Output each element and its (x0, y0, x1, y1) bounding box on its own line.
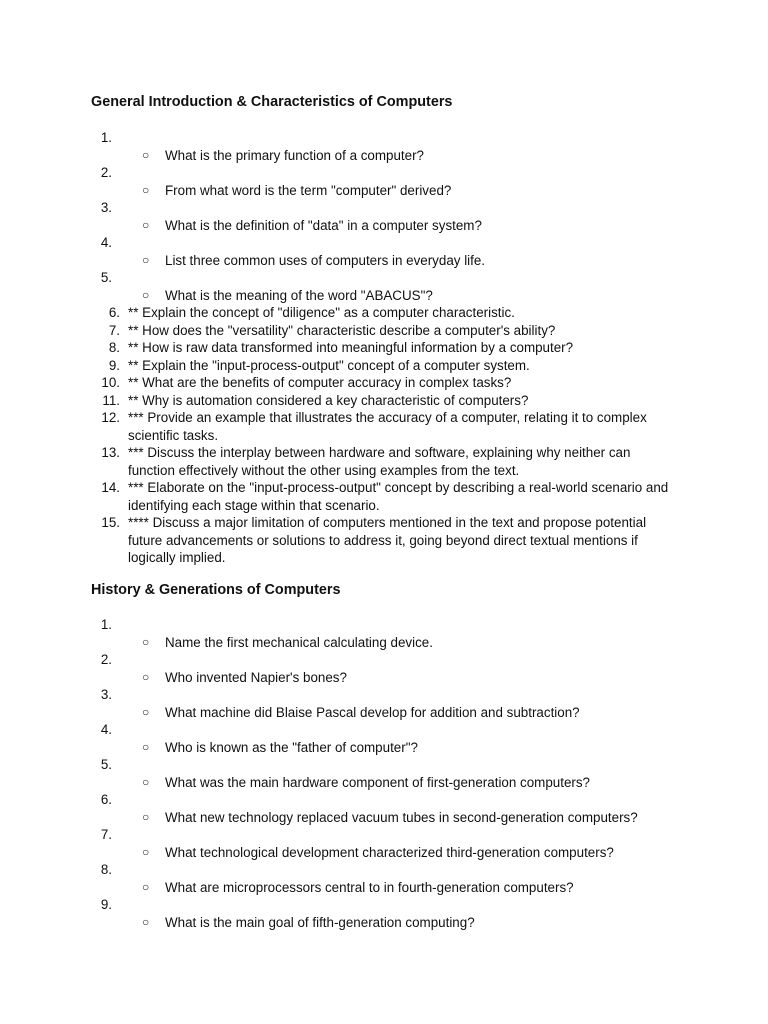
item-number: 5. (100, 270, 112, 285)
circle-bullet-icon: ○ (142, 182, 150, 197)
item-text: *** Elaborate on the "input-process-output" concept by describing a real-world scenario and identifying each stage within that scenario. (128, 480, 669, 513)
item-text: What machine did Blaise Pascal develop for addition and subtraction? (165, 704, 580, 720)
item-number: 7. (100, 827, 112, 842)
list-item (0, 304, 768, 322)
circle-bullet-icon: ○ (142, 844, 150, 859)
list-item (0, 269, 768, 304)
item-text: What new technology replaced vacuum tubes in second-generation computers? (165, 809, 638, 825)
item-number: 2. (100, 652, 112, 667)
list-item (0, 129, 768, 164)
item-text: Who invented Napier's bones? (165, 669, 347, 685)
item-text: *** Provide an example that illustrates the accuracy of a computer, relating it to complex scientific tasks. (128, 410, 647, 443)
item-number: 2. (100, 165, 112, 180)
item-text: ** Explain the concept of "diligence" as a computer characteristic. (128, 305, 515, 320)
item-number: 9. (108, 357, 120, 373)
circle-bullet-icon: ○ (142, 217, 150, 232)
item-text: What technological development characterized third-generation computers? (165, 844, 614, 860)
item-text: ** Explain the "input-process-output" concept of a computer system. (128, 357, 530, 373)
item-number: 7. (108, 322, 120, 338)
item-number: 1. (100, 130, 112, 145)
circle-bullet-icon: ○ (142, 147, 150, 162)
list-item (0, 826, 768, 861)
item-text: What is the meaning of the word "ABACUS"? (165, 287, 433, 303)
list-item (0, 791, 768, 826)
list-item (0, 339, 768, 357)
item-text: Name the first mechanical calculating device. (165, 634, 433, 650)
item-number: 12. (101, 410, 120, 425)
list-item (0, 199, 768, 234)
question-list-intro (0, 129, 768, 567)
item-text: From what word is the term "computer" derived? (165, 182, 452, 198)
item-text: Who is known as the "father of computer"? (165, 739, 418, 755)
item-text: **** Discuss a major limitation of computers mentioned in the text and propose potential future advancements or solutions to address it, going beyond direct textual mentions if logically implied. (128, 515, 647, 565)
circle-bullet-icon: ○ (142, 914, 150, 929)
circle-bullet-icon: ○ (142, 669, 150, 684)
item-text: *** Discuss the interplay between hardware and software, explaining why neither can function effectively without the other using examples from the text. (128, 445, 631, 478)
list-item (0, 479, 768, 514)
item-text: What was the main hardware component of first-generation computers? (165, 774, 590, 790)
item-number: 15. (101, 515, 120, 530)
item-number: 6. (108, 305, 120, 320)
list-item (0, 357, 768, 375)
list-item (0, 686, 768, 721)
list-item (0, 756, 768, 791)
circle-bullet-icon: ○ (142, 634, 150, 649)
circle-bullet-icon: ○ (142, 252, 150, 267)
circle-bullet-icon: ○ (142, 809, 150, 824)
list-item (0, 164, 768, 199)
item-number: 3. (100, 687, 112, 702)
item-text: What is the main goal of fifth-generation computing? (165, 914, 475, 930)
item-text: ** How does the "versatility" characteristic describe a computer's ability? (128, 322, 556, 338)
section-heading: General Introduction & Characteristics of Computers (91, 94, 453, 110)
item-number: 8. (100, 862, 112, 877)
list-item (0, 374, 768, 392)
list-item (0, 514, 768, 567)
item-text: ** How is raw data transformed into meaningful information by a computer? (128, 340, 574, 355)
item-number: 4. (100, 722, 112, 737)
list-item (0, 322, 768, 340)
item-number: 1. (100, 617, 112, 632)
item-text: ** Why is automation considered a key characteristic of computers? (128, 392, 529, 408)
list-item (0, 234, 768, 269)
circle-bullet-icon: ○ (142, 287, 150, 302)
item-number: 14. (101, 480, 120, 495)
circle-bullet-icon: ○ (142, 879, 150, 894)
list-item (0, 861, 768, 896)
item-number: 6. (100, 792, 112, 807)
list-item (0, 444, 768, 479)
item-number: 4. (100, 235, 112, 250)
list-item (0, 392, 768, 410)
list-item (0, 616, 768, 651)
list-item (0, 721, 768, 756)
item-number: 10. (101, 375, 120, 390)
item-text: ** What are the benefits of computer accuracy in complex tasks? (128, 375, 512, 390)
circle-bullet-icon: ○ (142, 704, 150, 719)
item-text: What is the primary function of a computer? (165, 147, 424, 163)
item-number: 13. (101, 445, 120, 460)
item-number: 11. (102, 392, 120, 408)
item-number: 3. (100, 200, 112, 215)
list-item (0, 651, 768, 686)
question-list-history (0, 616, 768, 931)
item-number: 9. (100, 897, 112, 912)
section-heading: History & Generations of Computers (91, 582, 341, 598)
item-number: 5. (100, 757, 112, 772)
list-item (0, 896, 768, 931)
circle-bullet-icon: ○ (142, 774, 150, 789)
item-number: 8. (108, 340, 120, 355)
item-text: What are microprocessors central to in fourth-generation computers? (165, 879, 574, 895)
list-item (0, 409, 768, 444)
circle-bullet-icon: ○ (142, 739, 150, 754)
item-text: What is the definition of "data" in a computer system? (165, 217, 482, 233)
item-text: List three common uses of computers in everyday life. (165, 252, 486, 268)
